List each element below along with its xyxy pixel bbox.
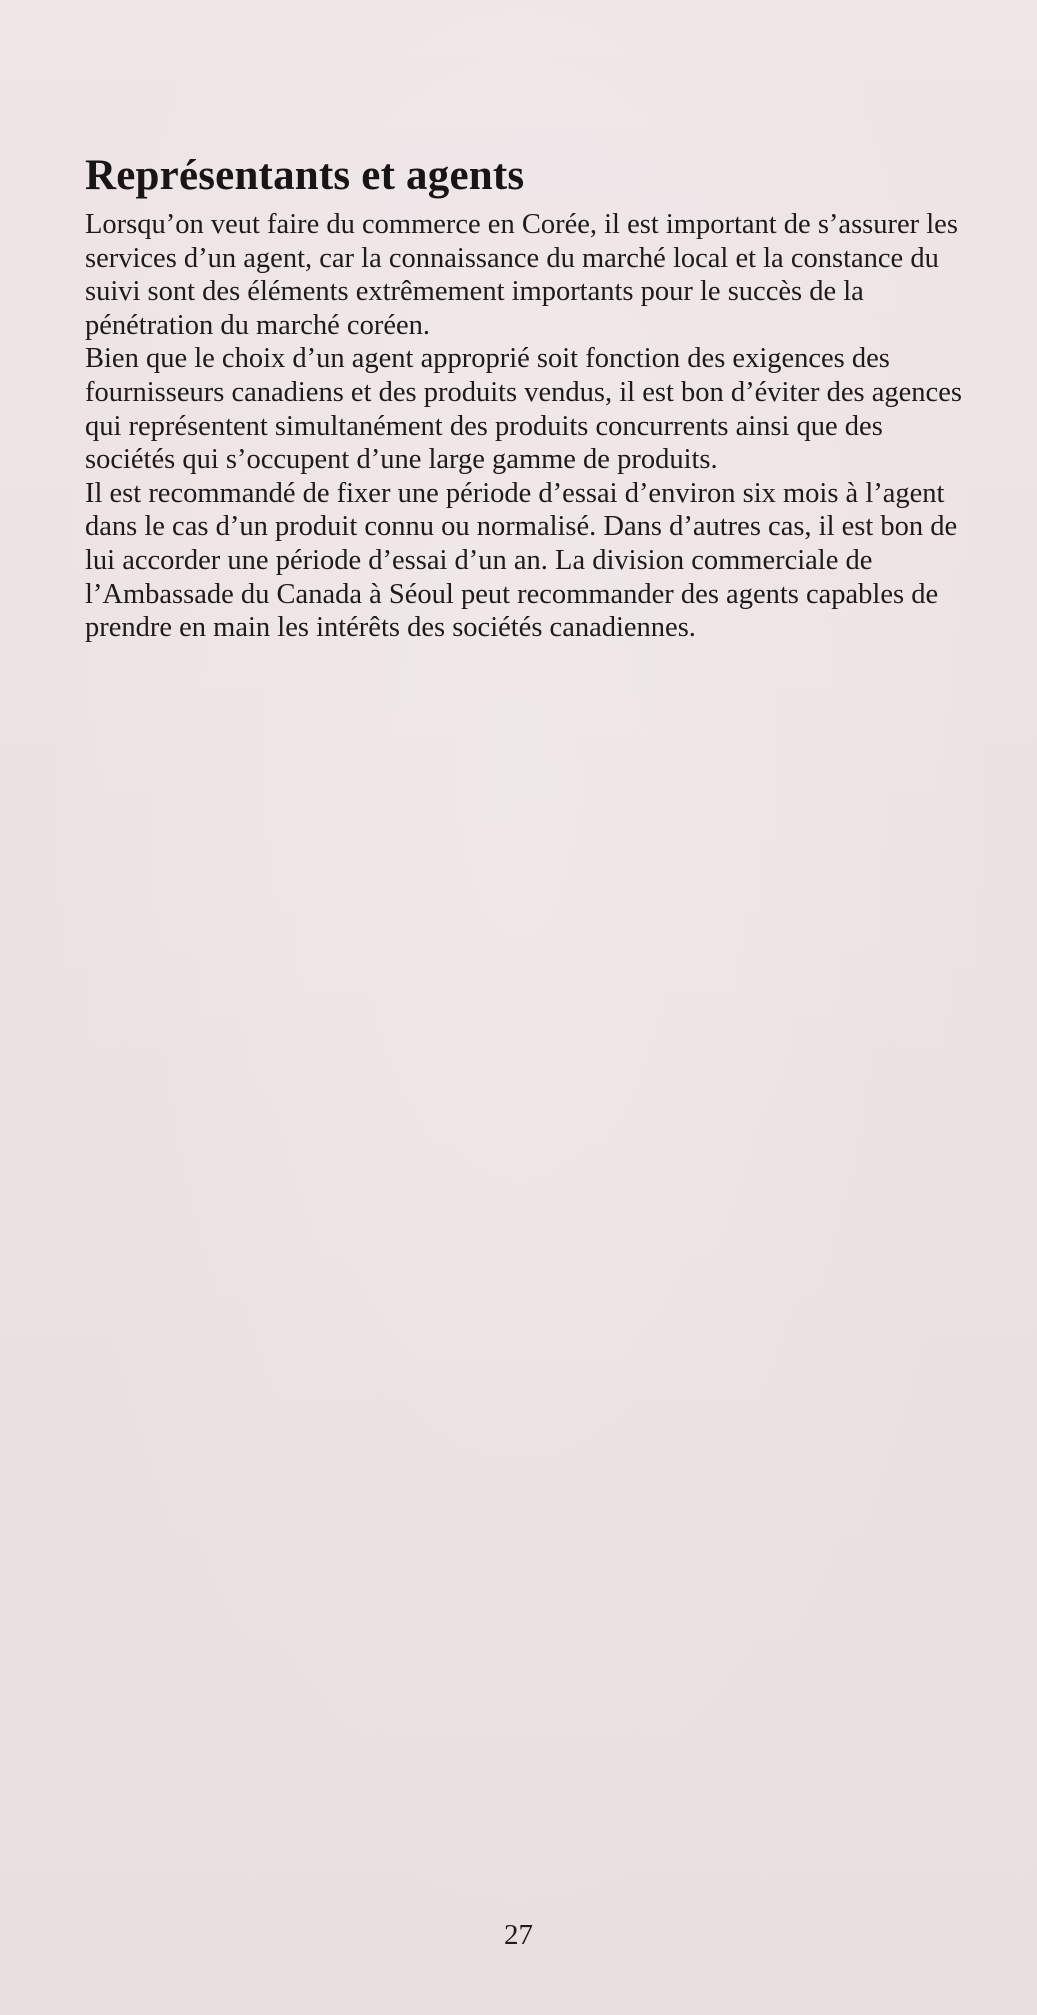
paragraph-agent-choice: Bien que le choix d’un agent approprié soit fonction des exigences des fournisseurs canadiens et des produits vendus, il est bon d’éviter des agences qui représentent simultanément des produits concurrents ainsi que des sociétés qui s’occupent d’une large gamme de produits. xyxy=(85,343,962,476)
paragraph-trial-period: Il est recommandé de fixer une période d’essai d’environ six mois à l’agent dans le cas d’un produit connu ou normalisé. Dans d’autres cas, il est bon de lui accorder une période d’essai d’un an. La division commerciale de l’Ambassade du Canada à Séoul peut recommander des agents capables de prendre en main les intérêts des sociétés canadiennes. xyxy=(85,477,958,644)
section-heading: Représentants et agents xyxy=(85,152,525,199)
paragraph-agent-importance: Lorsqu’on veut faire du commerce en Corée, il est important de s’assurer les services d’un agent, car la connaissance du marché local et la constance du suivi sont des éléments extrêmement importants pour le succès de la pénétration du marché coréen. xyxy=(85,209,958,341)
page-number: 27 xyxy=(504,1919,533,1951)
text-block xyxy=(85,150,975,645)
